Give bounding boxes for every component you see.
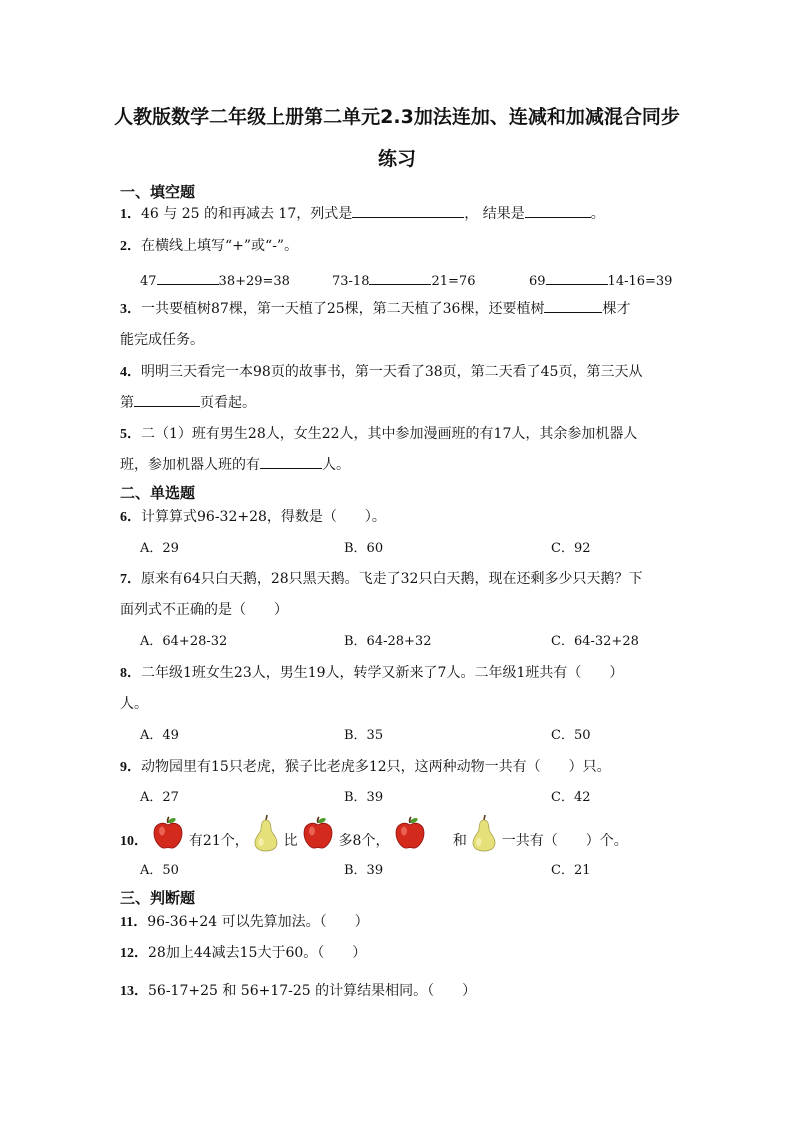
answer-blank[interactable] xyxy=(157,268,219,285)
question-13: 13．56-17+25 和 56+17-25 的计算结果相同。（ ） xyxy=(120,983,477,999)
pear-icon xyxy=(253,814,279,868)
option-b[interactable]: B．64-28+32 xyxy=(344,634,432,649)
worksheet-page: 人教版数学二年级上册第二单元2.3加法连加、连减和加减混合同步 练习 一、填空题 1．46 与 25 的和再减去 17，列式是 ， 结果是 。 2．在横线上填写“+”或“-”。 47 38+29=38 73-18 21=76 69 14-16=39 3．一共要植树87棵，第一天植了25棵，第二天植了36棵，还要植树 棵才 能完成任务。 4．明明三天看完一本98页的故事书，第一天看了38页，第二天看了45页，第三天从 第 页看起。 5．二（1）班有男生28人，女生22人，其中参加漫画班的有17人，其余参加机器人 班，参加机器人班的有 人。 二、单选题 6．计算算式96-32+28，得数是（ ）。 A．29 B．60 C．92 7．原来有64只白天鹅，28只黑天鹅。飞走了32只白天鹅，现在还剩多少只天鹅？下 面列式不正确的是（ ） A．64+28-32 B．64-28+32 C．64-32+28 8．二年级1班女生23人，男生19人，转学又新来了7人。二年级1班共有（ ） 人。 A．49 B．35 C．50 9．动物园里有15只老虎，猴子比老虎多12只，这两种动物一共有（ ）只。 A．27 B．39 C．42 10． 有21个， 比 多8个， 和 一共有（ ）个。 A．50 B．39 C．21 三、判断题 11．96-36+24 可以先算加法。（ ） 12．28加上44减去15大于60。（ ） 13．56-17+25 和 56+17-25 的计算结果相同。（ ） xyxy=(0,0,794,1123)
pear-icon xyxy=(471,814,497,868)
option-b[interactable]: B．39 xyxy=(344,790,384,805)
option-c[interactable]: C．92 xyxy=(551,541,591,556)
question-5: 5．二（1）班有男生28人，女生22人，其中参加漫画班的有17人，其余参加机器人 班，参加机器人班的有 人。 xyxy=(120,426,638,473)
question-8: 8．二年级1班女生23人，男生19人，转学又新来了7人。二年级1班共有（ ） 人。 xyxy=(120,665,624,712)
apple-icon xyxy=(394,816,426,866)
question-7: 7．原来有64只白天鹅，28只黑天鹅。飞走了32只白天鹅，现在还剩多少只天鹅？下 面列式不正确的是（ ） xyxy=(120,571,643,618)
option-c[interactable]: C．64-32+28 xyxy=(551,634,639,649)
option-b[interactable]: B．39 xyxy=(344,863,384,878)
option-c[interactable]: C．42 xyxy=(551,790,591,805)
option-a[interactable]: A．49 xyxy=(140,728,179,743)
option-a[interactable]: A．29 xyxy=(140,541,179,556)
option-c[interactable]: C．50 xyxy=(551,728,591,743)
question-9: 9．动物园里有15只老虎，猴子比老虎多12只，这两种动物一共有（ ）只。 xyxy=(120,759,611,775)
answer-blank[interactable] xyxy=(134,390,200,407)
apple-icon xyxy=(152,816,184,866)
option-a[interactable]: A．64+28-32 xyxy=(140,634,228,649)
answer-blank[interactable] xyxy=(546,268,608,285)
option-b[interactable]: B．35 xyxy=(344,728,384,743)
question-2: 2．在横线上填写“+”或“-”。 xyxy=(120,238,299,254)
answer-blank[interactable] xyxy=(544,296,602,313)
title-line-1: 人教版数学二年级上册第二单元2.3加法连加、连减和加减混合同步 xyxy=(114,106,680,128)
answer-blank[interactable] xyxy=(369,268,431,285)
option-c[interactable]: C．21 xyxy=(551,863,591,878)
question-6: 6．计算算式96-32+28，得数是（ ）。 xyxy=(120,509,386,525)
page-title xyxy=(110,96,684,180)
option-a[interactable]: A．27 xyxy=(140,790,179,805)
question-3: 3．一共要植树87棵，第一天植了25棵，第二天植了36棵，还要植树 棵才 能完成任务。 xyxy=(120,294,680,356)
section-single-choice: 二、单选题 xyxy=(120,484,196,502)
title-line-2: 练习 xyxy=(377,148,416,170)
section-fill-blank: 一、填空题 xyxy=(120,183,196,201)
answer-blank[interactable] xyxy=(260,452,322,469)
option-a[interactable]: A．50 xyxy=(140,863,179,878)
question-4: 4．明明三天看完一本98页的故事书，第一天看了38页，第二天看了45页，第三天从 第 页看起。 xyxy=(120,364,643,411)
option-b[interactable]: B．60 xyxy=(344,541,384,556)
section-true-false: 三、判断题 xyxy=(120,889,196,907)
answer-blank[interactable] xyxy=(525,201,591,218)
answer-blank[interactable] xyxy=(352,201,464,218)
question-1: 1．46 与 25 的和再减去 17，列式是 ， 结果是 。 xyxy=(120,199,680,230)
question-12: 12．28加上44减去15大于60。（ ） xyxy=(120,945,367,961)
question-10: 10． 有21个， 比 多8个， 和 一共有（ ）个。 xyxy=(120,814,680,854)
question-11: 11．96-36+24 可以先算加法。（ ） xyxy=(120,914,369,930)
apple-icon xyxy=(302,816,334,866)
